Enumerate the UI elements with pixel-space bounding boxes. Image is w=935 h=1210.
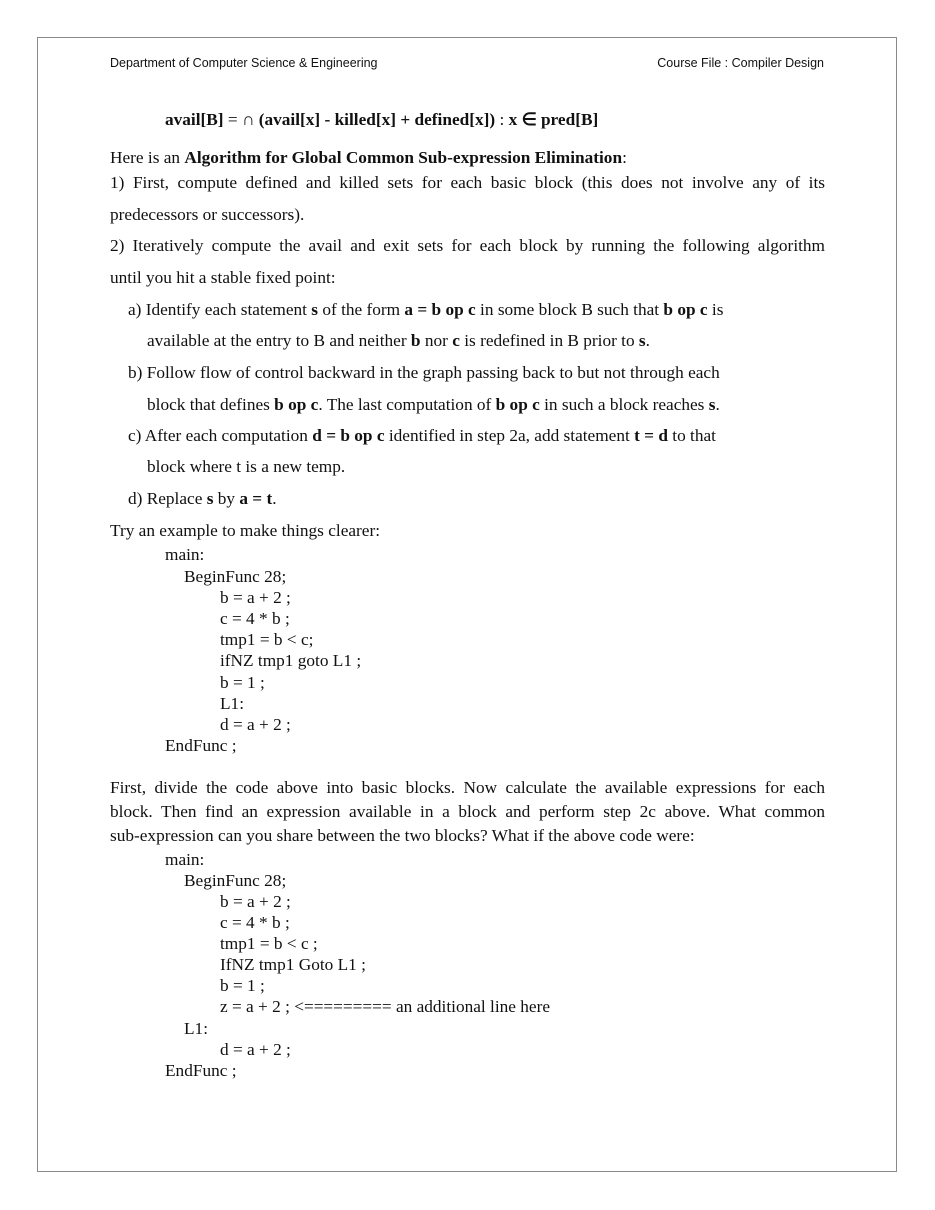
code-line: d = a + 2 ; <box>220 715 291 734</box>
code-line: EndFunc ; <box>165 736 237 755</box>
avail-formula <box>165 110 598 130</box>
code-line: tmp1 = b < c ; <box>220 934 318 953</box>
code-line: BeginFunc 28; <box>184 567 287 586</box>
code-line-annotated: z = a + 2 ; <========= an additional line here <box>220 997 551 1016</box>
step-a-line-1: a) Identify each statement s of the form a = b op c in some block B such that b op c is <box>128 300 724 319</box>
step-2-line-2: until you hit a stable fixed point: <box>110 268 336 287</box>
code-line: main: <box>165 545 205 564</box>
formula-part: (avail[x] - killed[x] + defined[x]) <box>258 110 496 129</box>
step-2-line-1: 2) Iteratively compute the avail and exit sets for each block by running the following algorithm <box>110 236 825 255</box>
step-c-line-2: block where t is a new temp. <box>147 457 346 476</box>
code-line: L1: <box>184 1019 208 1038</box>
intro-pre: Here is an <box>110 148 185 167</box>
para-2-line-3: sub-expression can you share between the two blocks? What if the above code were: <box>110 826 695 845</box>
para-2-line-2: block. Then find an expression available in a block and perform step 2c above. What common <box>110 802 825 821</box>
formula-part: avail[B] <box>165 110 224 129</box>
intro-post: : <box>622 148 627 167</box>
code-line: ifNZ tmp1 goto L1 ; <box>220 651 362 670</box>
para-2-line-1: First, divide the code above into basic blocks. Now calculate the available expressions for each <box>110 778 825 797</box>
code-line: tmp1 = b < c; <box>220 630 314 649</box>
code-line: b = 1 ; <box>220 976 265 995</box>
step-1-line-2: predecessors or successors). <box>110 205 305 224</box>
code-line: d = a + 2 ; <box>220 1040 291 1059</box>
formula-part: : <box>495 110 509 129</box>
code-line: IfNZ tmp1 Goto L1 ; <box>220 955 366 974</box>
algorithm-intro <box>110 148 627 168</box>
step-a-line-2: available at the entry to B and neither b nor c is redefined in B prior to s. <box>147 331 650 350</box>
code-line: EndFunc ; <box>165 1061 237 1080</box>
code-line: main: <box>165 850 205 869</box>
code-line: c = 4 * b ; <box>220 913 290 932</box>
code-line: b = 1 ; <box>220 673 265 692</box>
code-line: c = 4 * b ; <box>220 609 290 628</box>
header-department: Department of Computer Science & Engineering <box>110 56 378 70</box>
code-line: L1: <box>220 694 244 713</box>
formula-part: = ∩ <box>223 110 259 129</box>
header-course: Course File : Compiler Design <box>657 56 824 70</box>
step-1-line-1: 1) First, compute defined and killed sets for each basic block (this does not involve any of its <box>110 173 825 192</box>
step-c-line-1: c) After each computation d = b op c identified in step 2a, add statement t = d to that <box>128 426 716 445</box>
algorithm-title: Algorithm for Global Common Sub-expression Elimination <box>184 148 623 167</box>
formula-part: x ∈ pred[B] <box>508 110 599 129</box>
code-line: b = a + 2 ; <box>220 892 291 911</box>
example-intro: Try an example to make things clearer: <box>110 521 381 540</box>
code-line: BeginFunc 28; <box>184 871 287 890</box>
code-line: b = a + 2 ; <box>220 588 291 607</box>
step-d: d) Replace s by a = t. <box>128 489 277 508</box>
step-b-line-2: block that defines b op c. The last computation of b op c in such a block reaches s. <box>147 395 720 414</box>
step-b-line-1: b) Follow flow of control backward in the graph passing back to but not through each <box>128 363 720 382</box>
